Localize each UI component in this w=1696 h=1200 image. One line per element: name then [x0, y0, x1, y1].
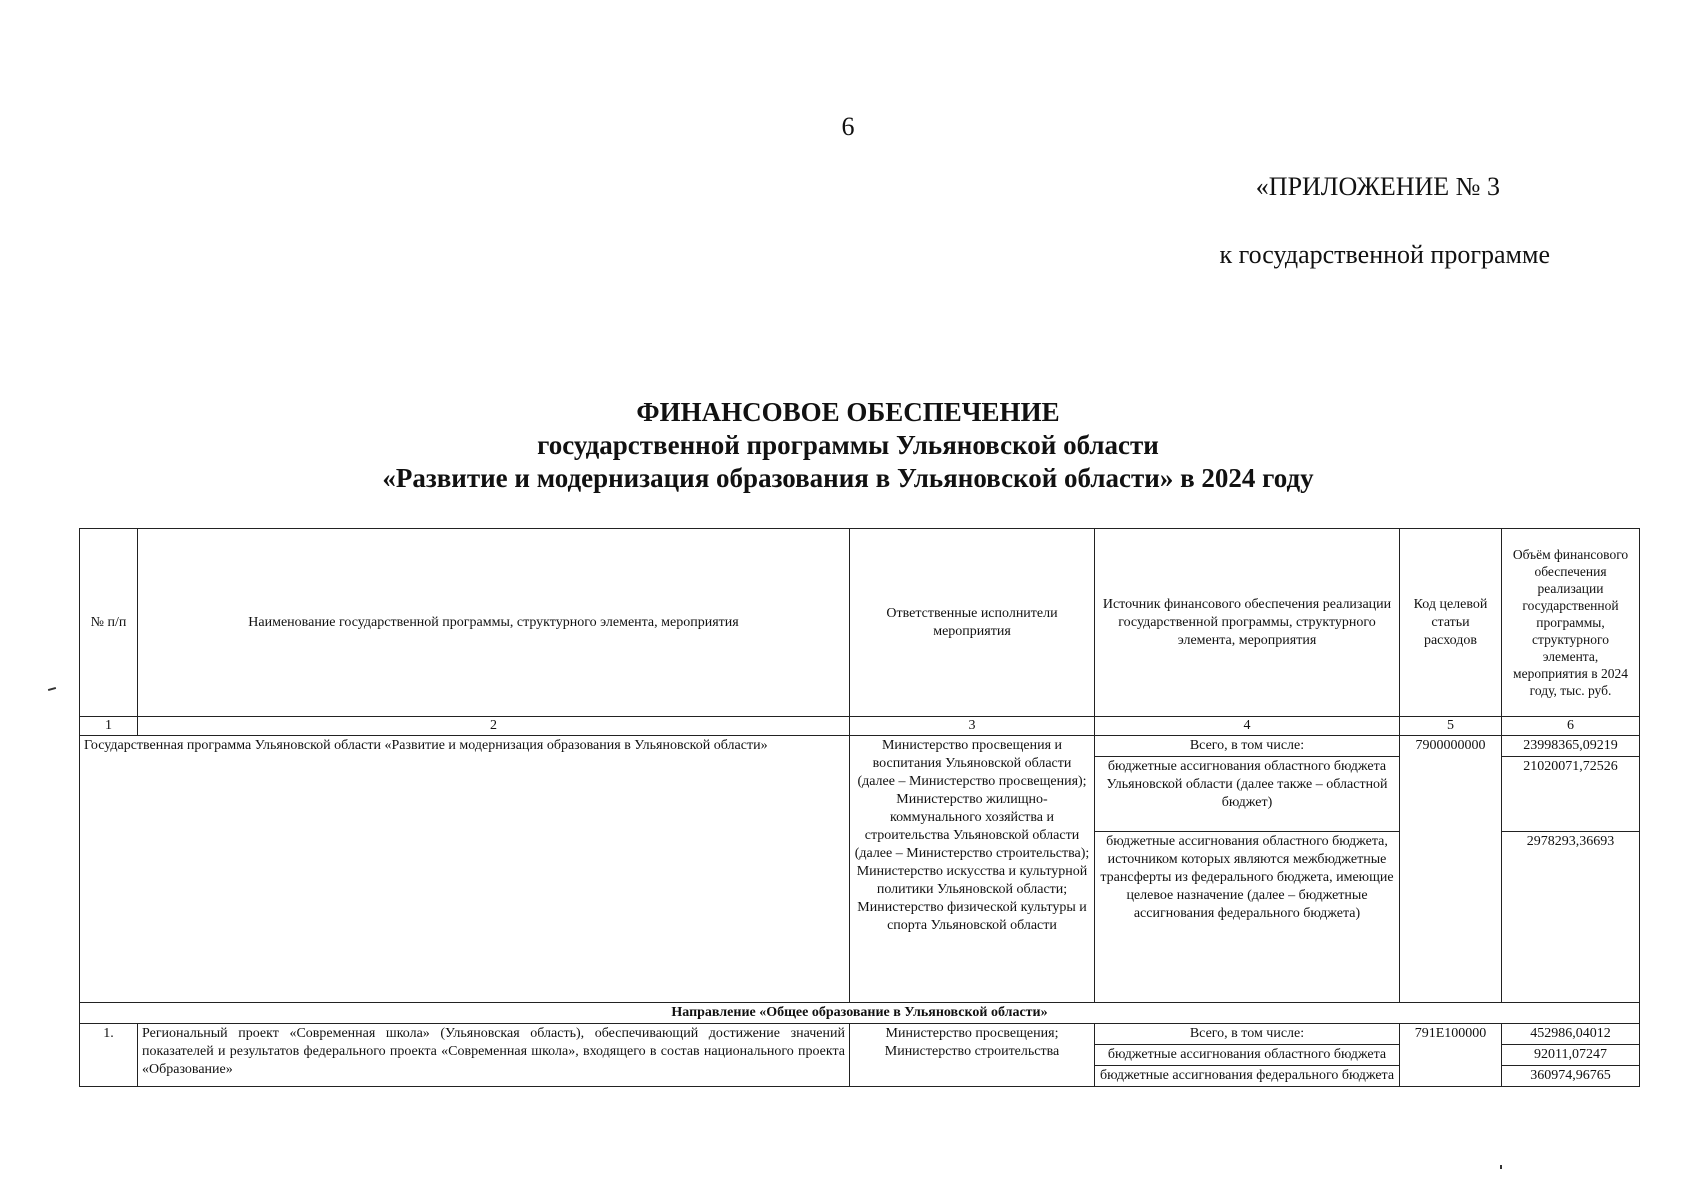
header-name: Наименование государственной программы, структурного элемента, мероприятия — [138, 529, 850, 717]
item-name: Региональный проект «Современная школа» (Ульяновская область), обеспечивающий достижение значений показателей и результатов федерального проекта «Современная школа», входящего в состав национального проекта «Образование» — [138, 1024, 850, 1087]
table-header-row — [80, 529, 1640, 717]
program-value-regional: 21020071,72526 — [1502, 757, 1640, 832]
column-number: 5 — [1400, 717, 1502, 736]
program-name: Государственная программа Ульяновской области «Развитие и модернизация образования в Ульяновской области» — [80, 736, 850, 1003]
item-source-regional: бюджетные ассигнования областного бюджета — [1095, 1045, 1400, 1066]
section-title: Направление «Общее образование в Ульяновской области» — [80, 1003, 1640, 1024]
header-num: № п/п — [80, 529, 138, 717]
program-value-federal: 2978293,36693 — [1502, 832, 1640, 1003]
title-line-1: ФИНАНСОВОЕ ОБЕСПЕЧЕНИЕ — [636, 397, 1060, 427]
header-source: Источник финансового обеспечения реализации государственной программы, структурного элемента, мероприятия — [1095, 529, 1400, 717]
column-number: 1 — [80, 717, 138, 736]
item-row — [80, 1024, 1640, 1045]
program-source-regional: бюджетные ассигнования областного бюджета Ульяновской области (далее также – областной бюджет) — [1095, 757, 1400, 832]
item-value-federal: 360974,96765 — [1502, 1066, 1640, 1087]
program-executors: Министерство просвещения и воспитания Ульяновской области (далее – Министерство просвещения); Министерство жилищно-коммунального хозяйства и строительства Ульяновской области (далее – Министерство строительства); Министерство искусства и культурной политики Ульяновской области; Министерство физической культуры и спорта Ульяновской области — [850, 736, 1095, 1003]
financing-table — [79, 528, 1640, 1087]
column-number: 4 — [1095, 717, 1400, 736]
scan-dot — [1500, 1165, 1502, 1169]
header-executors: Ответственные исполнители мероприятия — [850, 529, 1095, 717]
item-value-regional: 92011,07247 — [1502, 1045, 1640, 1066]
item-value-total: 452986,04012 — [1502, 1024, 1640, 1045]
item-number: 1. — [80, 1024, 138, 1087]
program-source-total: Всего, в том числе: — [1095, 736, 1400, 757]
title-line-3: «Развитие и модернизация образования в Ульяновской области» в 2024 году — [382, 463, 1314, 493]
item-source-total: Всего, в том числе: — [1095, 1024, 1400, 1045]
program-row — [80, 736, 1640, 757]
column-number: 6 — [1502, 717, 1640, 736]
header-code: Код целевой статьи расходов — [1400, 529, 1502, 717]
program-code: 7900000000 — [1400, 736, 1502, 1003]
item-source-federal: бюджетные ассигнования федерального бюджета — [1095, 1066, 1400, 1087]
program-source-federal: бюджетные ассигнования областного бюджета, источником которых являются межбюджетные трансферты из федерального бюджета, имеющие целевое назначение (далее – бюджетные ассигнования федерального бюджета) — [1095, 832, 1400, 1003]
appendix-title: «ПРИЛОЖЕНИЕ № 3 — [1255, 172, 1500, 201]
column-number: 3 — [850, 717, 1095, 736]
document-title — [0, 396, 1696, 495]
column-numbers-row — [80, 717, 1640, 736]
page-number: 6 — [841, 112, 855, 141]
program-value-total: 23998365,09219 — [1502, 736, 1640, 757]
section-row — [80, 1003, 1640, 1024]
scan-mark — [48, 687, 56, 691]
item-executors: Министерство просвещения; Министерство строительства — [850, 1024, 1095, 1087]
header-volume: Объём финансового обеспечения реализации государственной программы, структурного элемента, мероприятия в 2024 году, тыс. руб. — [1502, 529, 1640, 717]
appendix-subtitle: к государственной программе — [1219, 240, 1550, 269]
column-number: 2 — [138, 717, 850, 736]
item-code: 791Е100000 — [1400, 1024, 1502, 1087]
title-line-2: государственной программы Ульяновской области — [537, 430, 1159, 460]
